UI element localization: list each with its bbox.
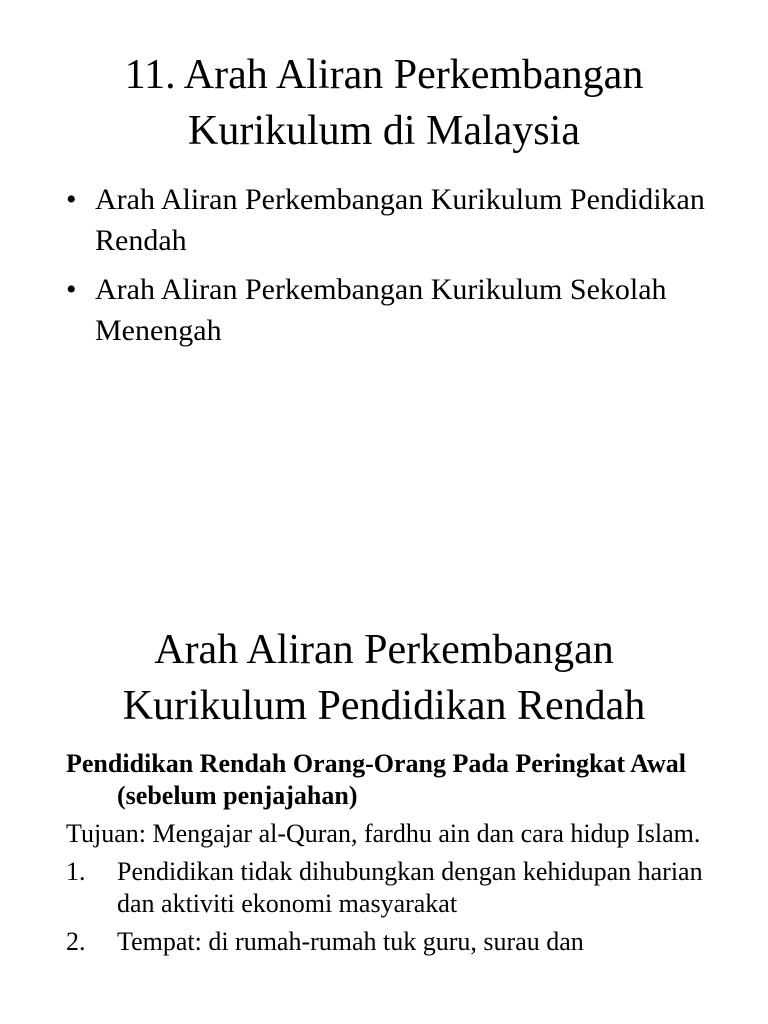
tujuan-paragraph: Tujuan: Mengajar al-Quran, fardhu ain dan cara hidup Islam. <box>66 819 701 848</box>
slide-1-title-line-2: Kurikulum di Malaysia <box>188 108 580 154</box>
section-heading: Pendidikan Rendah Orang-Orang Pada Peringkat Awal (sebelum penjajahan) <box>66 749 686 810</box>
slide-1-bullet-list <box>0 179 768 351</box>
slide-1-title <box>0 0 768 159</box>
bullet-dot: • <box>66 183 77 216</box>
numbered-item <box>66 856 708 920</box>
bullet-text: Arah Aliran Perkembangan Kurikulum Pendidikan Rendah <box>95 183 705 257</box>
bullet-item <box>0 179 768 261</box>
bullet-dot: • <box>66 273 77 306</box>
item-text: Tempat: di rumah-rumah tuk guru, surau dan <box>117 927 584 956</box>
slide-2-title <box>0 600 768 734</box>
bullet-text: Arah Aliran Perkembangan Kurikulum Sekolah Menengah <box>95 273 667 347</box>
slide-2-title-line-2: Kurikulum Pendidikan Rendah <box>122 683 646 729</box>
slide-2-body <box>0 748 768 958</box>
item-text: Pendidikan tidak dihubungkan dengan kehidupan harian dan aktiviti ekonomi masyarakat <box>117 857 703 918</box>
numbered-item <box>66 926 708 958</box>
slide-1-title-line-1: 11. Arah Aliran Perkembangan <box>124 52 644 98</box>
item-number: 2. <box>66 927 86 956</box>
bullet-item <box>0 269 768 351</box>
slide-2 <box>0 600 768 1024</box>
item-number: 1. <box>66 857 86 886</box>
slide-2-title-line-1: Arah Aliran Perkembangan <box>154 627 614 673</box>
